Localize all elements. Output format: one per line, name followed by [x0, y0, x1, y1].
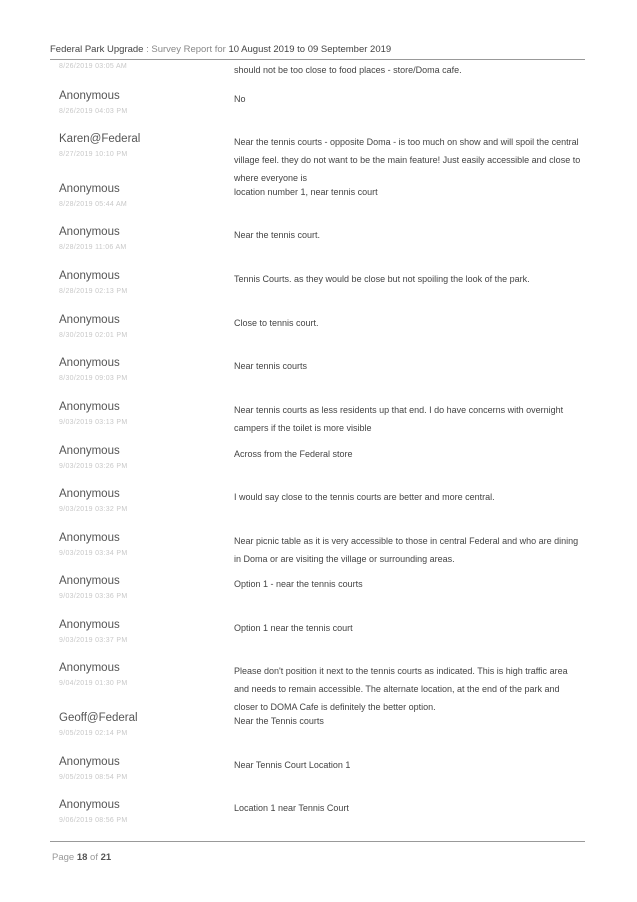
response-author: Anonymous — [59, 90, 120, 102]
response-date: 9/04/2019 01:30 PM — [59, 680, 128, 687]
response-author: Anonymous — [59, 183, 120, 195]
response-date: 9/03/2019 03:32 PM — [59, 506, 128, 513]
response-text: No — [234, 94, 246, 104]
response-text: Near the tennis court. — [234, 230, 321, 240]
footer-divider — [50, 841, 585, 842]
response-date: 8/26/2019 03:05 AM — [59, 63, 128, 70]
header-separator: : — [143, 44, 152, 55]
response-author: Anonymous — [59, 532, 120, 544]
response-text: Across from the Federal store — [234, 449, 353, 459]
response-date: 8/28/2019 05:44 AM — [59, 201, 128, 208]
page-label: Page — [52, 852, 77, 863]
response-date: 9/03/2019 03:26 PM — [59, 463, 128, 470]
response-date: 9/06/2019 08:56 PM — [59, 817, 128, 824]
response-text: Near tennis courts — [234, 361, 308, 371]
response-date: 9/03/2019 03:36 PM — [59, 593, 128, 600]
response-date: 8/26/2019 04:03 PM — [59, 108, 128, 115]
response-date: 9/03/2019 03:13 PM — [59, 419, 128, 426]
response-text: Close to tennis court. — [234, 318, 319, 328]
response-date: 9/03/2019 03:34 PM — [59, 550, 128, 557]
response-date: 9/05/2019 02:14 PM — [59, 730, 128, 737]
response-date: 8/27/2019 10:10 PM — [59, 151, 128, 158]
response-text: location number 1, near tennis court — [234, 187, 378, 197]
response-text: Option 1 - near the tennis courts — [234, 579, 363, 589]
response-text: Near the Tennis courts — [234, 716, 324, 726]
response-author: Anonymous — [59, 619, 120, 631]
response-author: Anonymous — [59, 488, 120, 500]
response-author: Anonymous — [59, 799, 120, 811]
report-title: Federal Park Upgrade — [50, 44, 144, 55]
response-text: Near picnic table as it is very accessible to those in central Federal and who are dining in Doma or are visiting the village or surrounding areas. — [234, 536, 579, 564]
page-number: 18 — [76, 852, 88, 863]
response-author: Geoff@Federal — [59, 712, 138, 724]
response-author: Anonymous — [59, 756, 120, 768]
response-author: Anonymous — [59, 401, 120, 413]
page-total: 21 — [100, 852, 112, 863]
response-author: Anonymous — [59, 226, 120, 238]
response-text: I would say close to the tennis courts are better and more central. — [234, 492, 495, 502]
report-date-range: 10 August 2019 to 09 September 2019 — [228, 44, 392, 55]
response-date: 8/30/2019 02:01 PM — [59, 332, 128, 339]
response-author: Anonymous — [59, 662, 120, 674]
response-date: 8/28/2019 11:06 AM — [59, 244, 127, 251]
response-date: 9/03/2019 03:37 PM — [59, 637, 128, 644]
page-footer — [52, 852, 111, 863]
page-of-label: of — [87, 852, 101, 863]
response-author: Anonymous — [59, 357, 120, 369]
response-author: Anonymous — [59, 314, 120, 326]
response-text: should not be too close to food places - store/Doma cafe. — [234, 65, 462, 75]
response-author: Anonymous — [59, 575, 120, 587]
response-date: 8/28/2019 02:13 PM — [59, 288, 128, 295]
response-text: Option 1 near the tennis court — [234, 623, 353, 633]
response-author: Karen@Federal — [59, 133, 141, 145]
response-author: Anonymous — [59, 270, 120, 282]
response-text: Please don't position it next to the tennis courts as indicated. This is high traffic area and needs to remain accessible. The alternate location, at the end of the park and closer to DOMA Cafe is definitely the better option. — [234, 666, 568, 712]
response-text: Near tennis courts as less residents up that end. I do have concerns with overnight campers if the toilet is more visible — [234, 405, 564, 433]
response-text: Near the tennis courts - opposite Doma - is too much on show and will spoil the central village feel. they do not want to be the main feature! Just easily accessible and close to where everyone is — [234, 137, 581, 183]
response-author: Anonymous — [59, 445, 120, 457]
response-date: 9/05/2019 08:54 PM — [59, 774, 128, 781]
response-text: Near Tennis Court Location 1 — [234, 760, 351, 770]
response-text: Location 1 near Tennis Court — [234, 803, 349, 813]
report-subtitle: Survey Report for — [151, 44, 229, 55]
response-date: 8/30/2019 09:03 PM — [59, 375, 128, 382]
response-text: Tennis Courts. as they would be close but not spoiling the look of the park. — [234, 274, 530, 284]
